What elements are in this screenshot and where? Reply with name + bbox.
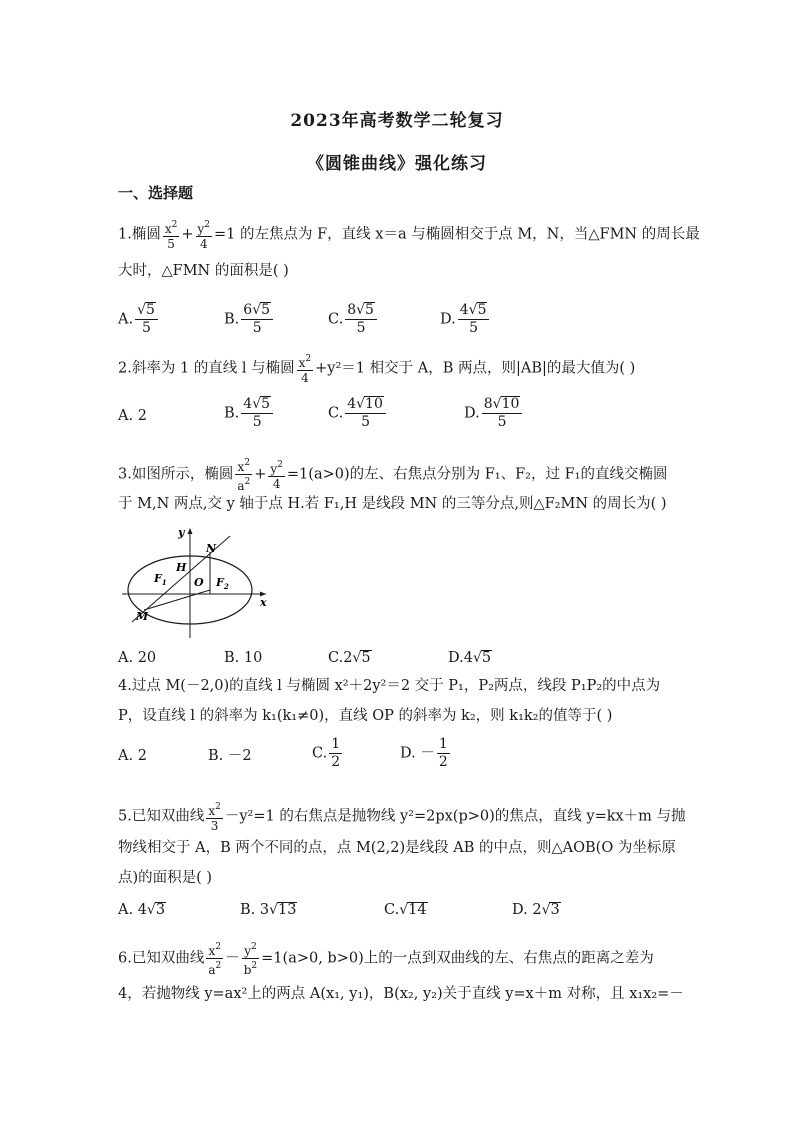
question-5-line-3: 点)的面积是( ) — [118, 870, 213, 886]
question-2-option-d: D. $\frac{8√10}{5}$ — [464, 396, 524, 431]
question-2-option-c: C. $\frac{4√10}{5}$ — [328, 396, 388, 431]
label-o: O — [194, 576, 204, 589]
label-f1: $F_1$ — [154, 572, 167, 587]
question-1-option-b: B. $\frac{6√5}{5}$ — [224, 302, 275, 337]
question-4-option-b: B. －2 — [208, 748, 252, 764]
page-title: 2023年高考数学二轮复习 — [290, 111, 504, 131]
question-1-option-a: A. $\frac{√5}{5}$ — [118, 302, 160, 337]
label-x: x — [260, 596, 267, 609]
question-1-line-2: 大时，△FMN 的面积是( ) — [118, 263, 289, 279]
question-3-option-b: B. 10 — [224, 650, 263, 666]
label-m: M — [136, 610, 149, 623]
question-4-option-a: A. 2 — [118, 748, 147, 764]
page-subtitle: 《圆锥曲线》强化练习 — [307, 154, 487, 174]
label-n: N — [206, 542, 217, 555]
ellipse-figure — [118, 522, 278, 640]
segment-m-f2 — [144, 590, 210, 610]
question-3-option-a: A. 20 — [118, 650, 157, 666]
question-3-option-c: C.2√5 — [328, 650, 371, 666]
question-5-option-a: A. 4√3 — [118, 902, 166, 918]
question-2-line-1: 2.斜率为 1 的直线 l 与椭圆 $\frac{x^2}{4}$ +y²＝1 相交于 A，B 两点，则|AB|的最大值为( ) — [118, 354, 636, 385]
question-3-option-d: D.4√5 — [448, 650, 492, 666]
question-3-line-1: 3.如图所示，椭圆 $\frac{x^2}{a^2}$ + $\frac{y^2}{4}$ =1(a>0)的左、右焦点分别为 F₁、F₂，过 F₁的直线交椭圆 — [118, 458, 668, 493]
question-6-line-2: 4，若抛物线 y=ax²上的两点 A(x₁, y₁)，B(x₂, y₂)关于直线 y=x＋m 对称，且 x₁x₂=－ — [118, 986, 684, 1002]
question-4-option-d: D. － $\frac{1}{2}$ — [400, 736, 448, 770]
question-4-line-2: P，设直线 l 的斜率为 k₁(k₁≠0)，直线 OP 的斜率为 k₂，则 k₁k₂的值等于( ) — [118, 708, 613, 724]
question-5-option-b: B. 3√13 — [240, 902, 297, 918]
question-5-option-d: D. 2√3 — [512, 902, 560, 918]
question-4-line-1: 4.过点 M(－2,0)的直线 l 与椭圆 x²＋2y²＝2 交于 P₁，P₂两点，线段 P₁P₂的中点为 — [118, 678, 661, 694]
question-2-option-b: B. $\frac{4√5}{5}$ — [224, 396, 275, 431]
fraction: $\frac{y^2}{4}$ — [197, 220, 211, 251]
label-f2: $F_2$ — [216, 576, 229, 591]
question-1-option-c: C. $\frac{8√5}{5}$ — [328, 302, 379, 337]
question-2-option-a: A. 2 — [118, 408, 147, 424]
question-5-option-c: C.√14 — [384, 902, 427, 918]
question-3-line-2: 于 M,N 两点,交 y 轴于点 H.若 F₁,H 是线段 MN 的三等分点,则△F₂MN 的周长为( ) — [118, 496, 667, 512]
section-heading: 一、选择题 — [118, 184, 194, 202]
label-y: y — [178, 526, 185, 539]
y-axis-arrow-icon — [188, 528, 193, 534]
question-5-line-1: 5.已知双曲线 $\frac{x^2}{3}$ －y²=1 的右焦点是抛物线 y²=2px(p>0)的焦点，直线 y=kx＋m 与抛 — [118, 802, 686, 833]
question-1-option-d: D. $\frac{4√5}{5}$ — [440, 302, 491, 337]
question-5-line-2: 物线相交于 A，B 两个不同的点，点 M(2,2)是线段 AB 的中点，则△AOB(O 为坐标原 — [118, 840, 676, 856]
question-1-line-1: 1.椭圆 $\frac{x^2}{5}$ + $\frac{y^2}{4}$ =1 的左焦点为 F，直线 x＝a 与椭圆相交于点 M，N，当△FMN 的周长最 — [118, 220, 700, 251]
fraction: $\frac{x^2}{5}$ — [164, 220, 178, 251]
question-6-line-1: 6.已知双曲线 $\frac{x^2}{a^2}$ － $\frac{y^2}{b^2}$ =1(a>0, b>0)上的一点到双曲线的左、右焦点的距离之差为 — [118, 942, 654, 977]
question-4-option-c: C. $\frac{1}{2}$ — [312, 736, 341, 770]
label-h: H — [176, 561, 187, 574]
